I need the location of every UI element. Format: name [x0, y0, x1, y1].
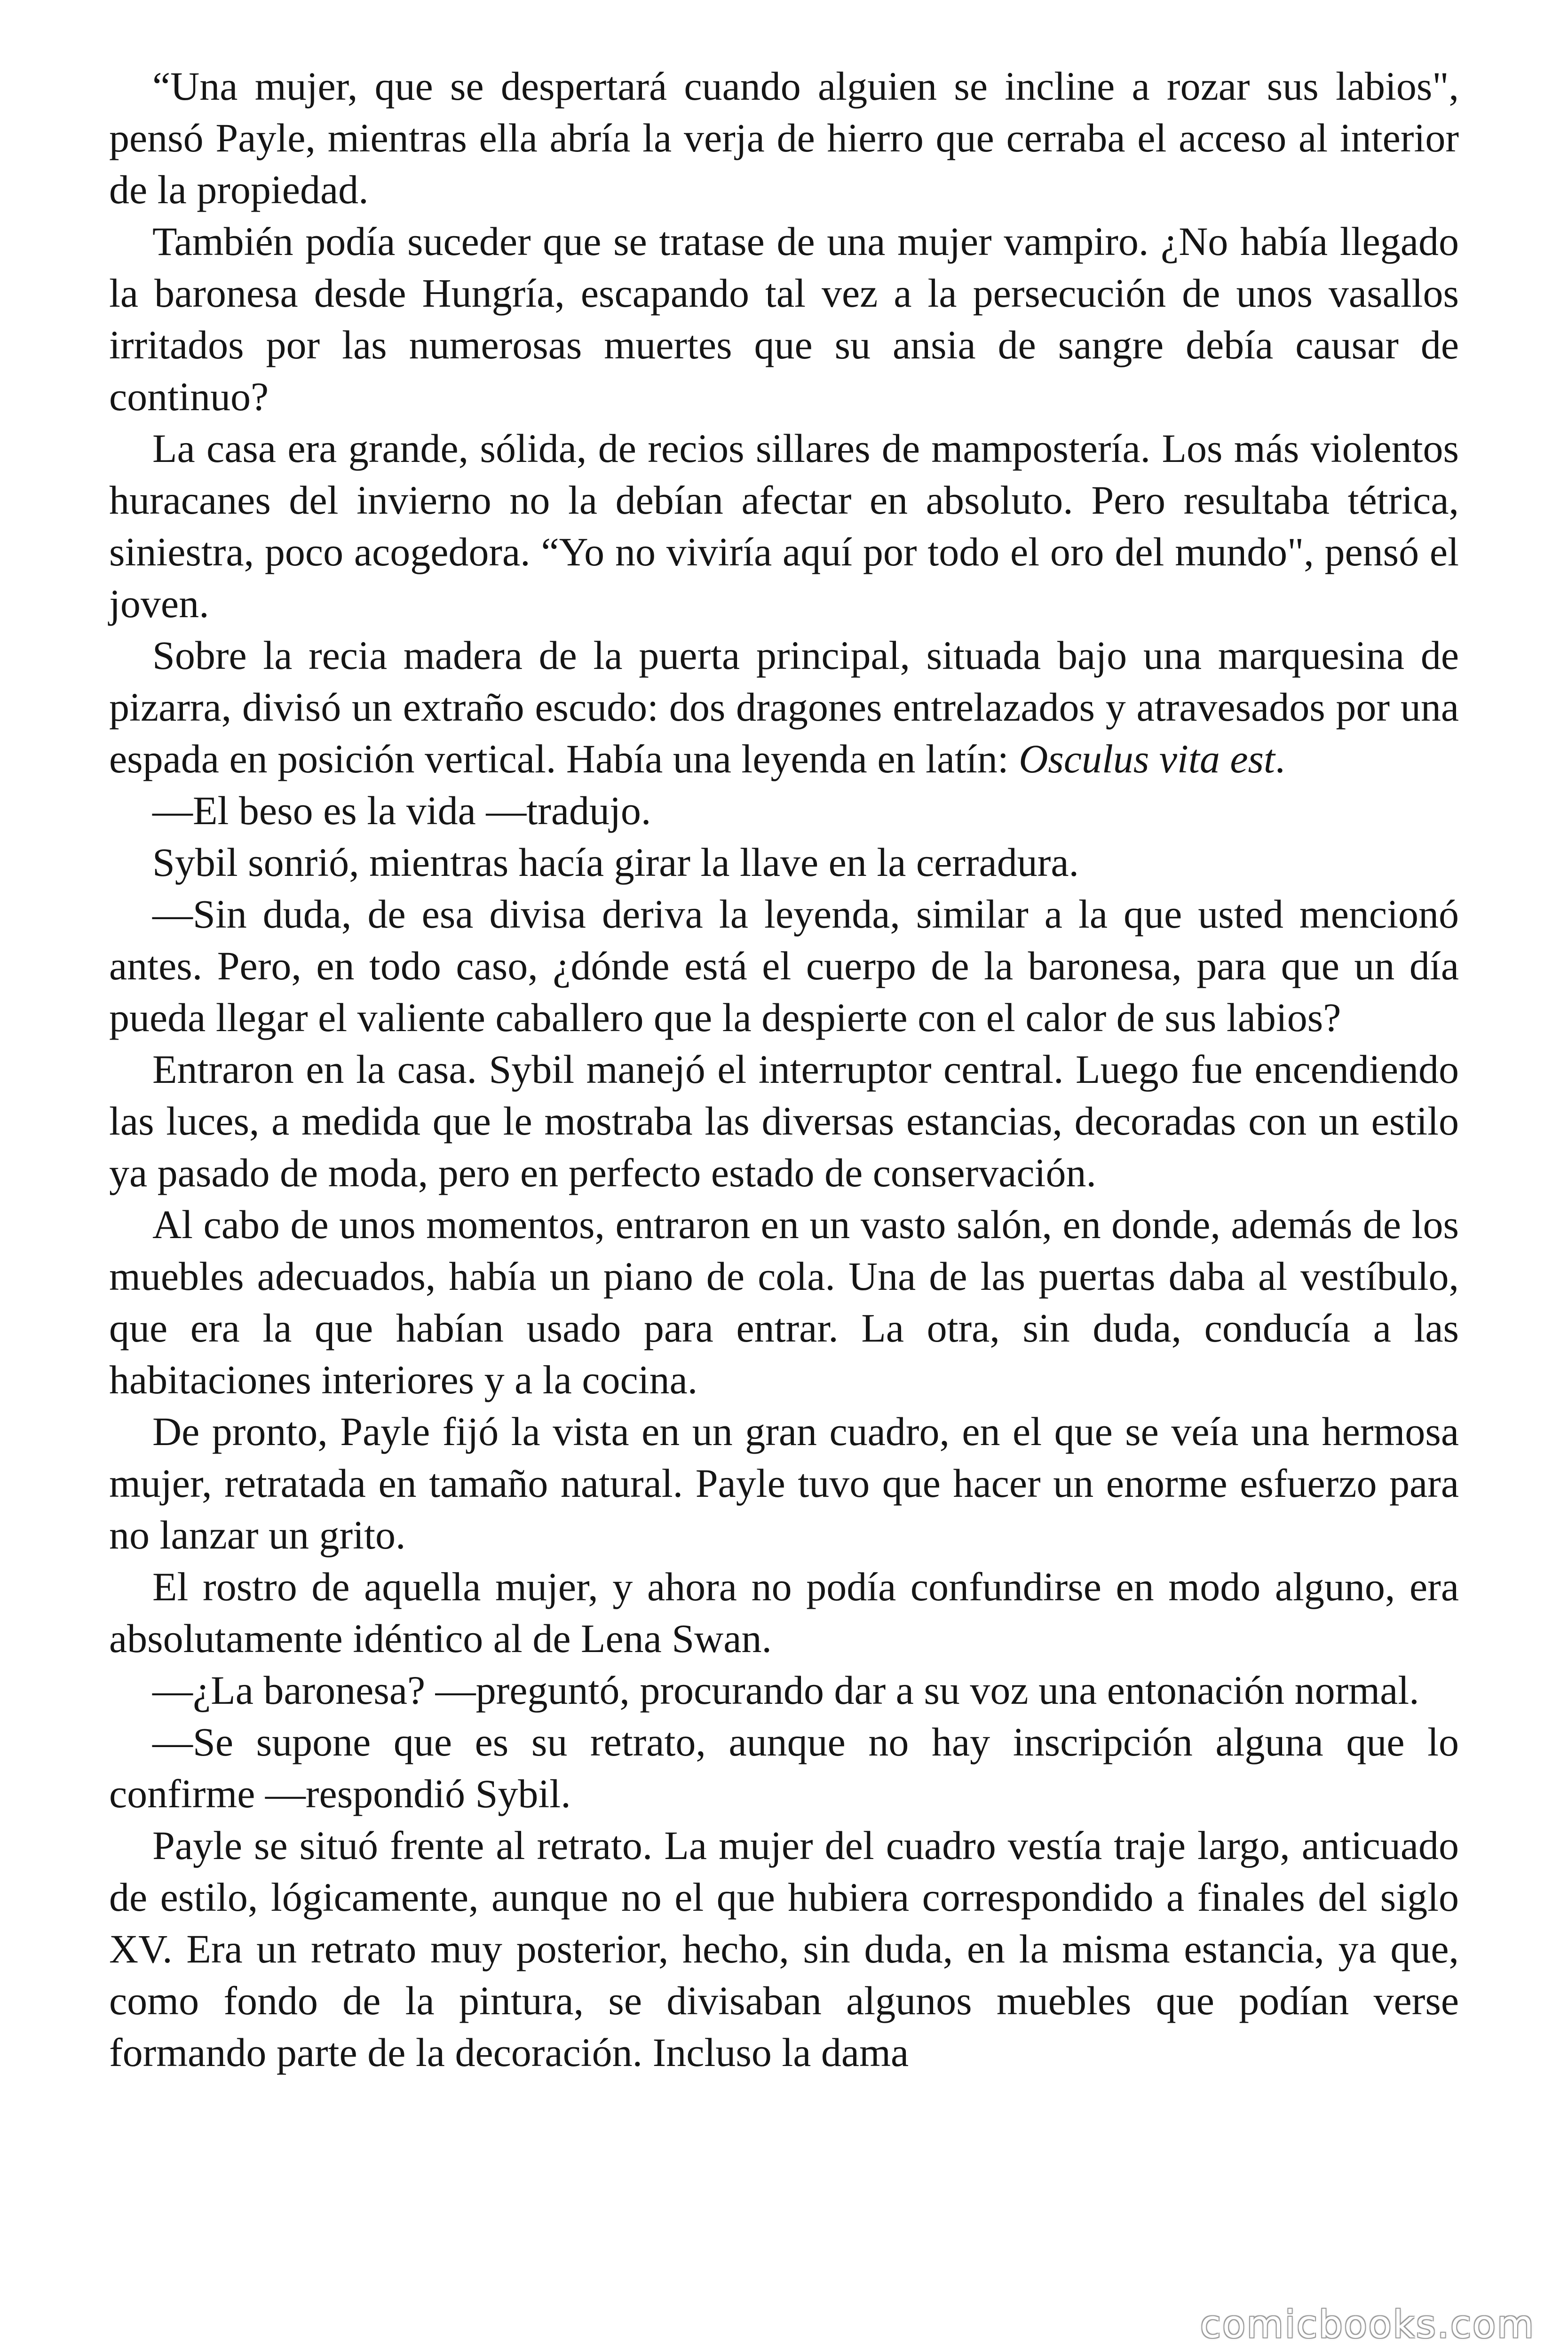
paragraph: La casa era grande, sólida, de recios sillares de mampostería. Los más violentos huracanes del invierno no la debían afectar en absoluto. Pero resultaba tétrica, siniestra, poco acogedora. “Yo no viviría aquí por todo el oro del mundo", pensó el joven.	[109, 426, 1459, 626]
watermark: comicbooks.com	[1200, 2303, 1535, 2346]
dialogue-line: —Se supone que es su retrato, aunque no hay inscripción alguna que lo confirme —respondió Sybil.	[109, 1719, 1459, 1816]
paragraph: De pronto, Payle fijó la vista en un gran cuadro, en el que se veía una hermosa mujer, retratada en tamaño natural. Payle tuvo que hacer un enorme esfuerzo para no lanzar un grito.	[109, 1409, 1459, 1557]
body-text	[109, 60, 1459, 2078]
paragraph: También podía suceder que se tratase de una mujer vampiro. ¿No había llegado la baronesa desde Hungría, escapando tal vez a la persecución de unos vasallos irritados por las numerosas muertes que su ansia de sangre debía causar de continuo?	[109, 219, 1459, 419]
paragraph: El rostro de aquella mujer, y ahora no podía confundirse en modo alguno, era absolutamente idéntico al de Lena Swan.	[109, 1564, 1459, 1661]
paragraph: Payle se situó frente al retrato. La mujer del cuadro vestía traje largo, anticuado de estilo, lógicamente, aunque no el que hubiera correspondido a finales del siglo XV. Era un retrato muy posterior, hecho, sin duda, en la misma estancia, ya que, como fondo de la pintura, se divisaban algunos muebles que podían verse formando parte de la decoración. Incluso la dama	[109, 1823, 1459, 2075]
paragraph: Al cabo de unos momentos, entraron en un vasto salón, en donde, además de los muebles adecuados, había un piano de cola. Una de las puertas daba al vestíbulo, que era la que habían usado para entrar. La otra, sin duda, conducía a las habitaciones interiores y a la cocina.	[109, 1202, 1459, 1402]
dialogue-line: —Sin duda, de esa divisa deriva la leyenda, similar a la que usted mencionó antes. Pero, en todo caso, ¿dónde está el cuerpo de la baronesa, para que un día pueda llegar el valiente caballero que la despierte con el calor de sus labios?	[109, 891, 1459, 1040]
paragraph-with-latin-motto	[109, 629, 1459, 785]
dialogue-line: —El beso es la vida —tradujo.	[152, 788, 651, 833]
paragraph: Sybil sonrió, mientras hacía girar la llave en la cerradura.	[152, 840, 1079, 885]
paragraph: “Una mujer, que se despertará cuando alguien se incline a rozar sus labios", pensó Payle, mientras ella abría la verja de hierro que cerraba el acceso al interior de la propiedad.	[109, 64, 1459, 212]
latin-motto: Osculus vita est	[1019, 736, 1275, 781]
paragraph-text: Sobre la recia madera de la puerta principal, situada bajo una marquesina de pizarra, divisó un extraño escudo: dos dragones entrelazados y atravesados por una espada en posición vertical. Había una leyenda en latín:	[109, 633, 1459, 781]
paragraph-end: .	[1275, 736, 1285, 781]
paragraph: Entraron en la casa. Sybil manejó el interruptor central. Luego fue encendiendo las luces, a medida que le mostraba las diversas estancias, decoradas con un estilo ya pasado de moda, pero en perfecto estado de conservación.	[109, 1047, 1459, 1195]
dialogue-line: —¿La baronesa? —preguntó, procurando dar a su voz una entonación normal.	[152, 1668, 1419, 1713]
